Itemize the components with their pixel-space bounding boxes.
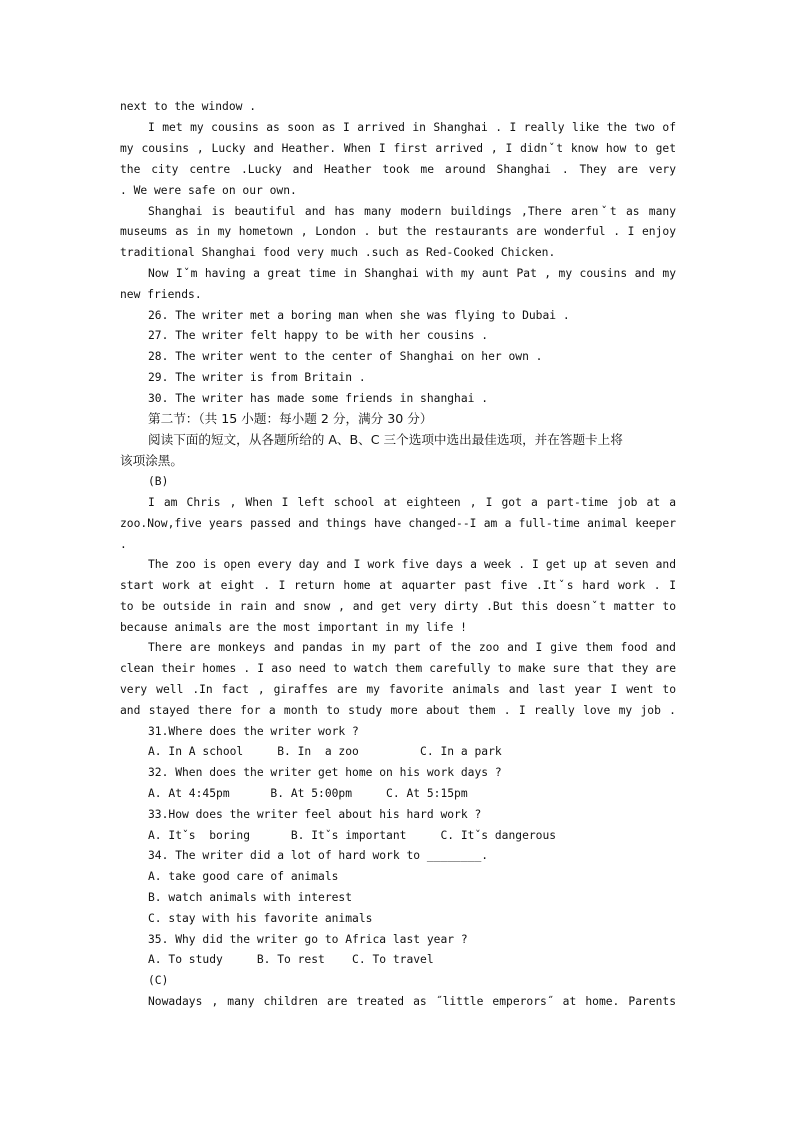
question-33: 33.How does the writer feel about his hard work ? [148, 808, 482, 821]
statement-29: 29. The writer is from Britain . [148, 371, 366, 384]
statement-30: 30. The writer has made some friends in shanghai . [148, 392, 489, 405]
options-33: A. Itˇs boring B. Itˇs important C. Itˇs dangerous [148, 829, 557, 842]
text-line: . We were safe on our own. [120, 184, 297, 197]
statement-27: 27. The writer felt happy to be with her cousins . [148, 329, 489, 342]
text-line: new friends. [120, 288, 202, 301]
statement-28: 28. The writer went to the center of Shanghai on her own . [148, 350, 543, 363]
option-34-b: B. watch animals with interest [148, 891, 353, 904]
text-line: very well .In fact , giraffes are my favorite animals and last year I went to [120, 683, 676, 696]
text-line: my cousins , Lucky and Heather. When I first arrived , I didnˇt know how to get [120, 142, 676, 155]
text-line: Now Iˇm having a great time in Shanghai with my aunt Pat , my cousins and my [148, 267, 676, 280]
text-line: the city centre .Lucky and Heather took me around Shanghai . They are very [120, 163, 676, 176]
text-line: to be outside in rain and snow , and get very dirty .But this doesnˇt matter to [120, 600, 676, 613]
section-heading: 第二节：（共 15 小题：每小题 2 分，满分 30 分） [148, 411, 433, 426]
option-34-c: C. stay with his favorite animals [148, 912, 373, 925]
text-line: I am Chris , When I left school at eighteen , I got a part-time job at a [148, 496, 676, 509]
text-line: because animals are the most important in my life ! [120, 621, 467, 634]
text-line: There are monkeys and pandas in my part of the zoo and I give them food and [148, 641, 676, 654]
passage-label-c: (C) [148, 974, 169, 987]
options-35: A. To study B. To rest C. To travel [148, 953, 434, 966]
text-line: clean their homes . I aso need to watch them carefully to make sure that they are [120, 662, 676, 675]
text-line: . [120, 538, 127, 551]
options-32: A. At 4:45pm B. At 5:00pm C. At 5:15pm [148, 787, 468, 800]
passage-label-b: (B) [148, 475, 169, 488]
section-instruction-cont: 该项涂黑。 [120, 453, 183, 468]
text-line: The zoo is open every day and I work five days a week . I get up at seven and [148, 558, 676, 571]
section-instruction: 阅读下面的短文，从各题所给的 A、B、C 三个选项中选出最佳选项，并在答题卡上将 [148, 432, 623, 447]
question-35: 35. Why did the writer go to Africa last year ? [148, 933, 468, 946]
text-line: I met my cousins as soon as I arrived in Shanghai . I really like the two of [148, 121, 676, 134]
text-line: and stayed there for a month to study more about them . I really love my job . [120, 704, 676, 717]
text-line: zoo.Now,five years passed and things have changed--I am a full-time animal keeper [120, 517, 676, 530]
text-line: Shanghai is beautiful and has many modern buildings ,There arenˇt as many [148, 205, 676, 218]
question-34: 34. The writer did a lot of hard work to ________. [148, 849, 489, 862]
text-line: Nowadays , many children are treated as ˝little emperors˝ at home. Parents [148, 995, 676, 1008]
text-line: museums as in my hometown , London . but the restaurants are wonderful . I enjoy [120, 225, 676, 238]
question-32: 32. When does the writer get home on his work days ? [148, 766, 502, 779]
question-31: 31.Where does the writer work ? [148, 725, 359, 738]
options-31: A. In A school B. In a zoo C. In a park [148, 745, 502, 758]
option-34-a: A. take good care of animals [148, 870, 339, 883]
text-line: traditional Shanghai food very much .such as Red-Cooked Chicken. [120, 246, 556, 259]
statement-26: 26. The writer met a boring man when she was flying to Dubai . [148, 309, 570, 322]
text-line: start work at eight . I return home at aquarter past five .Itˇs hard work . I [120, 579, 676, 592]
text-line: next to the window . [120, 100, 257, 113]
